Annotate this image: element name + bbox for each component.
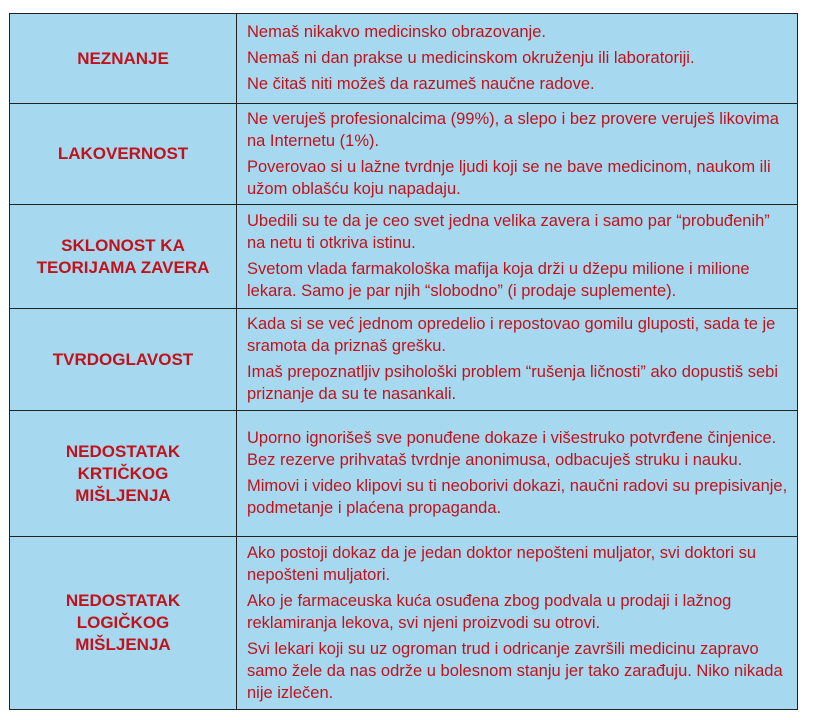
label-line: KRTIČKOG: [77, 463, 169, 483]
description-item: Poverovao si u lažne tvrdnje ljudi koji se ne bave medicinom, naukom ili užom oblašću koju napadaju.: [247, 157, 771, 198]
row-description: [237, 537, 798, 710]
row-description: [237, 411, 798, 537]
table-row: [10, 537, 798, 710]
label-line: NEDOSTATAK: [65, 441, 181, 461]
table-row: [10, 411, 798, 537]
label-line: MIŠLJENJA: [75, 485, 171, 505]
label-line: LAKOVERNOST: [57, 144, 189, 163]
row-label: [10, 104, 237, 205]
description-item: Uporno ignorišeš sve ponuđene dokaze i višestruko potvrđene činjenice. Bez rezerve prihvataš tvrdnje anonimusa, odbacuješ struku i nauku.: [247, 429, 777, 469]
description-item: Ne čitaš niti možeš da razumeš naučne radove.: [247, 75, 595, 93]
label-line: TEORIJAMA ZAVERA: [36, 257, 210, 277]
description-item: Svetom vlada farmakološka mafija koja drži u džepu milione i milione lekara. Samo je par njih “slobodno” (i prodaje suplemente).: [247, 260, 750, 300]
table-row: [10, 104, 798, 205]
row-description: [237, 205, 798, 309]
description-item: Nemaš nikakvo medicinsko obrazovanje.: [247, 23, 546, 41]
row-label: [10, 411, 237, 537]
description-item: Nemaš ni dan prakse u medicinskom okruženju ili laboratoriji.: [247, 49, 695, 67]
reasons-table: [9, 13, 798, 710]
row-label: [10, 14, 237, 104]
label-line: LOGIČKOG: [76, 613, 170, 632]
row-label: [10, 205, 237, 309]
table-row: [10, 309, 798, 411]
row-description: [237, 104, 798, 205]
description-item: Ne veruješ profesionalcima (99%), a slepo i bez provere veruješ likovima na Internetu (1%).: [247, 109, 779, 150]
label-line: NEZNANJE: [77, 48, 169, 68]
row-description: [237, 309, 798, 411]
description-item: Ako postoji dokaz da je jedan doktor nepošteni muljator, svi doktori su nepošteni muljatori.: [247, 543, 757, 584]
label-line: NEDOSTATAK: [65, 591, 181, 610]
row-label: [10, 309, 237, 411]
description-item: Imaš prepoznatljiv psihološki problem “rušenja ličnosti” ako dopustiš sebi priznanje da su te nasankali.: [247, 363, 778, 403]
label-line: SKLONOST KA: [61, 235, 185, 255]
label-line: TVRDOGLAVOST: [52, 349, 194, 369]
description-item: Ako je farmaceuska kuća osuđena zbog podvala u prodaji i lažnog reklamiranja lekova, svi njeni proizvodi su otrovi.: [247, 591, 732, 632]
description-item: Mimovi i video klipovi su ti neoborivi dokazi, naučni radovi su prepisivanje, podmetanje i plaćena propaganda.: [247, 477, 788, 517]
table-row: [10, 205, 798, 309]
label-line: MIŠLJENJA: [75, 635, 171, 654]
description-item: Kada si se već jednom opredelio i repostovao gomilu gluposti, sada te je sramota da priznaš grešku.: [247, 315, 776, 355]
description-item: Ubedili su te da je ceo svet jedna velika zavera i samo par “probuđenih” na netu ti otkriva istinu.: [247, 212, 770, 252]
row-description: [237, 14, 798, 104]
reasons-table-body: [10, 14, 798, 710]
row-label: [10, 537, 237, 710]
description-item: Svi lekari koji su uz ogroman trud i odricanje završili medicinu zapravo samo žele da nas održe u bolesnom stanju jer tako zarađuju. Niko nikada nije izlečen.: [247, 639, 783, 702]
table-row: [10, 14, 798, 104]
